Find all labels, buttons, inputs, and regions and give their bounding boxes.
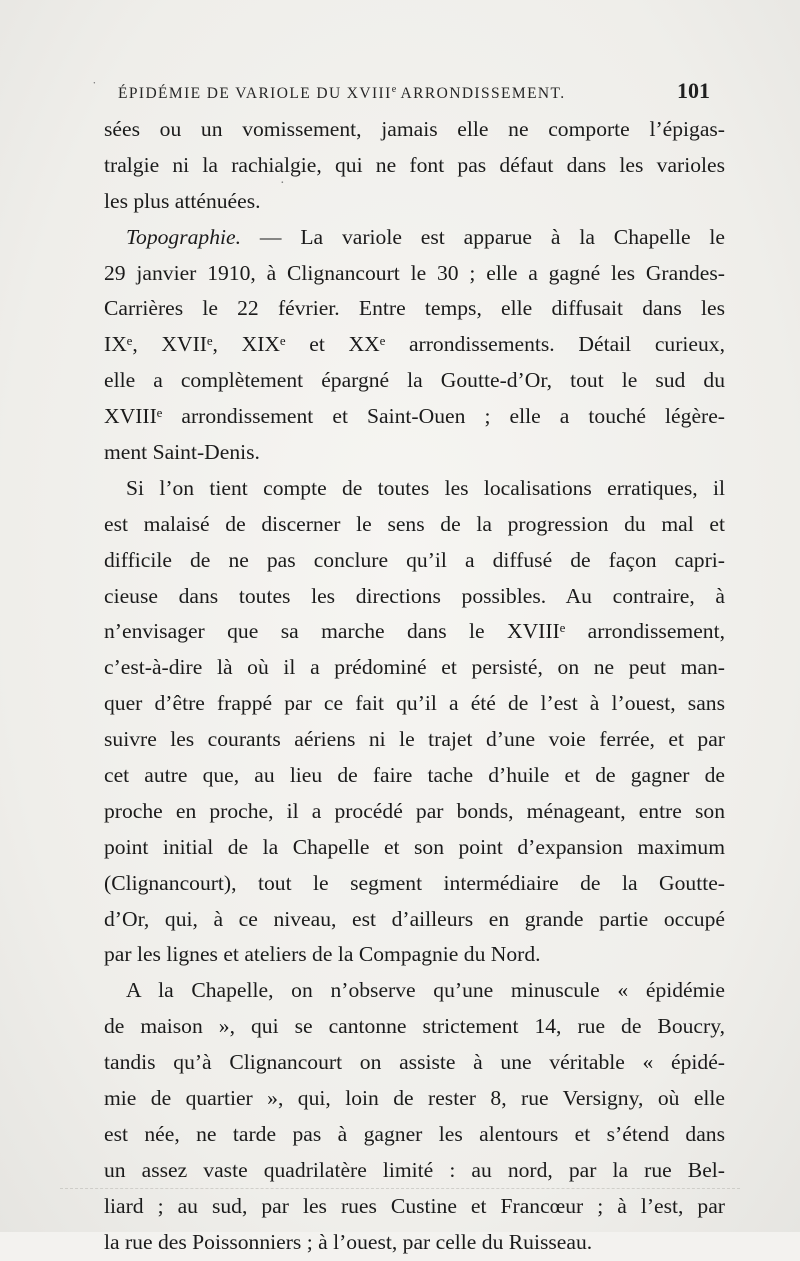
text-line bbox=[104, 184, 725, 220]
text-line bbox=[104, 1189, 725, 1225]
text-line-content: (Clignancourt), tout le segment intermédiaire de la Goutte- bbox=[104, 870, 725, 895]
text-line-content: IXᵉ, XVIIᵉ, XIXᵉ et XXᵉ arrondissements. Détail curieux, bbox=[104, 332, 725, 357]
text-line-content: liard ; au sud, par les rues Custine et Francœur ; à l’est, par bbox=[104, 1193, 725, 1218]
text-line-content: n’envisager que sa marche dans le XVIIIᵉ arrondissement, bbox=[104, 619, 725, 644]
print-speck: · bbox=[280, 176, 285, 191]
running-head-superscript: e bbox=[391, 84, 397, 95]
text-line bbox=[104, 435, 725, 471]
text-line bbox=[104, 291, 725, 327]
text-line bbox=[104, 830, 725, 866]
text-line bbox=[104, 1009, 725, 1045]
text-line bbox=[104, 722, 725, 758]
text-line bbox=[104, 1153, 725, 1189]
text-line-content: la rue des Poissonniers ; à l’ouest, par celle du Ruisseau. bbox=[104, 1229, 593, 1254]
page-bottom-edge bbox=[60, 1188, 740, 1189]
text-line-content: mie de quartier », qui, loin de rester 8, rue Versigny, où elle bbox=[104, 1086, 725, 1111]
text-line-content: un assez vaste quadrilatère limité : au nord, par la rue Bel- bbox=[104, 1157, 725, 1182]
text-line bbox=[104, 1081, 725, 1117]
text-line bbox=[104, 399, 725, 435]
text-line-content: cet autre que, au lieu de faire tache d’huile et de gagner de bbox=[104, 763, 725, 788]
text-line bbox=[104, 1045, 725, 1081]
text-line bbox=[104, 148, 725, 184]
text-line-content: est née, ne tarde pas à gagner les alentours et s’étend dans bbox=[104, 1121, 725, 1146]
text-line-content: les plus atténuées. bbox=[104, 188, 261, 213]
text-line bbox=[104, 686, 725, 722]
page-header bbox=[118, 78, 714, 108]
text-line-content: A la Chapelle, on n’observe qu’une minuscule « épidémie bbox=[126, 978, 725, 1003]
text-line-content: par les lignes et ateliers de la Compagnie du Nord. bbox=[104, 942, 541, 967]
text-line-content: tandis qu’à Clignancourt on assiste à une véritable « épidé- bbox=[104, 1050, 725, 1075]
text-line-content: cieuse dans toutes les directions possibles. Au contraire, à bbox=[104, 583, 725, 608]
running-head-prefix: ÉPIDÉMIE DE VARIOLE DU XVIII bbox=[118, 85, 392, 103]
text-line bbox=[104, 1117, 725, 1153]
text-line bbox=[104, 1225, 725, 1261]
text-line bbox=[104, 579, 725, 615]
text-line-content: point initial de la Chapelle et son point d’expansion maximum bbox=[104, 834, 725, 859]
text-line-content: est malaisé de discerner le sens de la progression du mal et bbox=[104, 511, 725, 536]
text-line bbox=[104, 794, 725, 830]
text-line-content: difficile de ne pas conclure qu’il a diffusé de façon capri- bbox=[104, 547, 725, 572]
text-line-content: tralgie ni la rachialgie, qui ne font pas défaut dans les varioles bbox=[104, 152, 725, 177]
text-line-content: sées ou un vomissement, jamais elle ne comporte l’épigas- bbox=[104, 117, 725, 141]
text-line bbox=[104, 650, 725, 686]
text-line bbox=[104, 758, 725, 794]
text-line bbox=[104, 471, 725, 507]
text-line-content: Carrières le 22 février. Entre temps, elle diffusait dans les bbox=[104, 296, 725, 321]
text-line-content: 29 janvier 1910, à Clignancourt le 30 ; elle a gagné les Grandes- bbox=[104, 260, 725, 285]
text-line-content: Si l’on tient compte de toutes les localisations erratiques, il bbox=[126, 475, 725, 500]
text-line-content: elle a complètement épargné la Goutte-d’Or, tout le sud du bbox=[104, 368, 725, 393]
text-line bbox=[104, 507, 725, 543]
print-speck: ˙ bbox=[92, 80, 97, 95]
text-line-content: proche en proche, il a procédé par bonds, ménageant, entre son bbox=[104, 798, 725, 823]
text-line-content: c’est-à-dire là où il a prédominé et persisté, on ne peut man- bbox=[104, 655, 725, 680]
running-head-suffix: ARRONDISSEMENT. bbox=[396, 85, 566, 103]
text-line bbox=[104, 543, 725, 579]
text-line bbox=[104, 973, 725, 1009]
running-head bbox=[118, 84, 566, 103]
text-line-content: suivre les courants aériens ni le trajet d’une voie ferrée, et par bbox=[104, 727, 725, 752]
text-line-content: de maison », qui se cantonne strictement 14, rue de Boucry, bbox=[104, 1014, 725, 1039]
text-line bbox=[104, 327, 725, 363]
text-line bbox=[104, 112, 725, 148]
section-heading: Topographie. bbox=[126, 224, 241, 249]
text-line bbox=[104, 902, 725, 938]
text-line-content: XVIIIᵉ arrondissement et Saint-Ouen ; elle a touché légère- bbox=[104, 404, 725, 429]
body-text bbox=[104, 112, 725, 1261]
text-line-content: ment Saint-Denis. bbox=[104, 440, 260, 465]
text-line-content: quer d’être frappé par ce fait qu’il a été de l’est à l’ouest, sans bbox=[104, 691, 725, 716]
text-line bbox=[104, 363, 725, 399]
text-line bbox=[104, 614, 725, 650]
text-line bbox=[104, 256, 725, 292]
text-line-content: d’Or, qui, à ce niveau, est d’ailleurs en grande partie occupé bbox=[104, 906, 725, 931]
text-line bbox=[104, 220, 725, 256]
page-number: 101 bbox=[677, 78, 710, 103]
text-line bbox=[104, 937, 725, 973]
text-line bbox=[104, 866, 725, 902]
text-line-content: — La variole est apparue à la Chapelle le bbox=[241, 224, 725, 249]
